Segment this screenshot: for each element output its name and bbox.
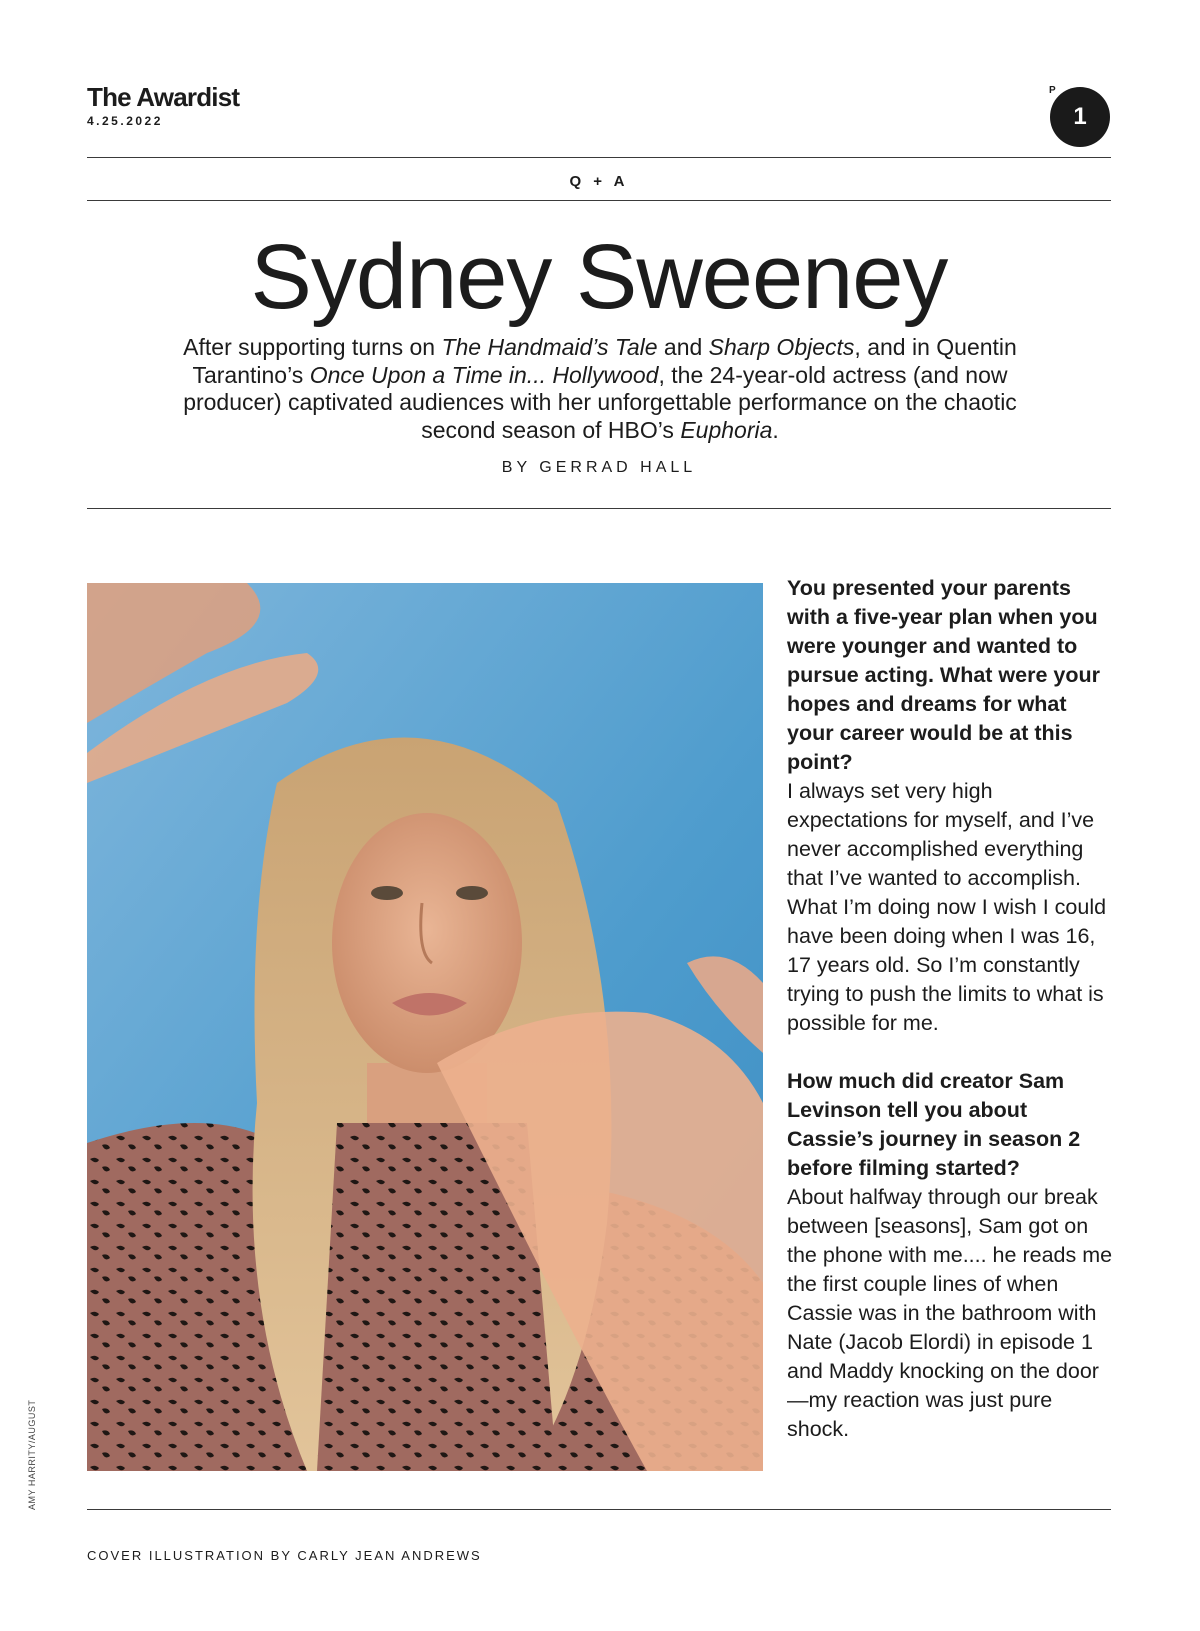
footer-rule: [87, 1509, 1111, 1510]
page-label: P: [1049, 85, 1056, 96]
deck-segment: .: [772, 416, 779, 443]
deck-segment: After supporting turns on: [183, 334, 442, 360]
deck-segment: , the 24-year-old actress (and now producer) captivated audiences with her unforgettable performance on the chaotic second season of HBO’s: [183, 361, 1017, 443]
deck-segment: Once Upon a Time in... Hollywood: [309, 361, 659, 388]
deck-segment: , and in Quentin Tarantino’s: [192, 334, 1017, 388]
deck-segment: Euphoria: [680, 416, 773, 443]
header-bottom-rule: [87, 508, 1111, 509]
photo-credit: AMY HARRITY/AUGUST: [27, 1399, 37, 1510]
article-title: Sydney Sweeney: [250, 226, 948, 328]
deck-segment: and: [657, 334, 709, 360]
top-rule: [87, 157, 1111, 158]
answer-1: I always set very high expectations for myself, and I’ve never accomplished everything that I’ve wanted to accomplish. What I’m doing now I wish I could have been doing when I was 16, 17 years old. So I’m constantly trying to push the limits to what is possible for me.: [787, 779, 1107, 1035]
article-deck: [150, 334, 1050, 444]
question-1: You presented your parents with a five-year plan when you were younger and wanted to pursue acting. What were your hopes and dreams for what your career would be at this point?: [787, 576, 1100, 774]
deck-segment: The Handmaid’s Tale: [441, 334, 658, 360]
page-number-badge: 1: [1050, 87, 1110, 147]
section-rule: [87, 200, 1111, 201]
brand-logo: The Awardist: [87, 82, 240, 112]
portrait-photo: [87, 583, 763, 1471]
issue-date: 4.25.2022: [87, 114, 163, 128]
deck-segment: Sharp Objects: [708, 334, 855, 360]
masthead: [87, 82, 239, 128]
question-2: How much did creator Sam Levinson tell you about Cassie’s journey in season 2 before filming started?: [787, 1069, 1081, 1180]
byline: BY GERRAD HALL: [501, 459, 697, 476]
section-label: Q + A: [569, 173, 629, 190]
qa-column: [787, 574, 1117, 1444]
answer-2: About halfway through our break between [seasons], Sam got on the phone with me.... he reads me the first couple lines of when Cassie was in the bathroom with Nate (Jacob Elordi) in episode 1 and Maddy knocking on the door—my reaction was just pure shock.: [787, 1185, 1113, 1441]
cover-credit: COVER ILLUSTRATION BY CARLY JEAN ANDREWS: [87, 1548, 482, 1563]
